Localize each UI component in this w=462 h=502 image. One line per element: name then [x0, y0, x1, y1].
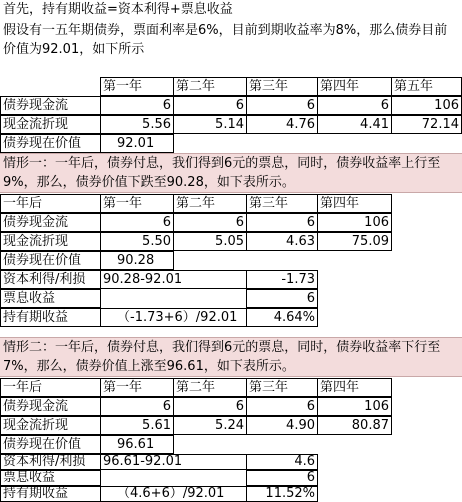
- intro-paragraph: 假设有一五年期债券，票面利率是6%，目前到期收益率为8%，那么债券目前价值为92.01，如下所示: [3, 23, 448, 57]
- hpr-formula: （4.6+6）/92.01: [100, 486, 247, 502]
- corner-label: 一年后: [0, 378, 101, 397]
- table-row: [0, 435, 462, 454]
- scenario1-header: 第一年: [100, 194, 174, 213]
- row-label: 债券现金流: [0, 213, 101, 232]
- table-cell: 92.01: [100, 134, 174, 153]
- table-row: [0, 416, 462, 435]
- table-cell: 106: [391, 96, 462, 115]
- table1-header: 第二年: [173, 77, 247, 96]
- corner-label: 一年后: [0, 194, 101, 213]
- coupon-value: 6: [246, 289, 318, 308]
- scenario1-header: 第四年: [317, 194, 392, 213]
- table-cell: 5.50: [100, 232, 174, 251]
- table-row: [0, 213, 462, 232]
- row-label: 债券现在价值: [0, 435, 101, 454]
- hpr-value: 11.52%: [246, 486, 318, 502]
- table-cell: 6: [173, 96, 247, 115]
- row-label: 现金流折现: [0, 416, 101, 435]
- table-row: [0, 397, 462, 416]
- table-cell: 6: [173, 397, 247, 416]
- capital-gain-formula: 96.61-92.01: [100, 454, 247, 470]
- capital-gain-value: 4.6: [246, 454, 318, 470]
- table1-header-row: [0, 77, 462, 96]
- table-cell: 72.14: [391, 115, 462, 134]
- table-cell: 90.28: [100, 251, 174, 270]
- scenario1-header: 第二年: [173, 194, 247, 213]
- table-row: [0, 96, 462, 115]
- intro-line: 首先，持有期收益=资本利得+票息收益: [3, 2, 233, 17]
- table-cell: 6: [100, 96, 174, 115]
- table-cell: 6: [100, 213, 174, 232]
- table-cell: 106: [317, 213, 392, 232]
- table-cell: 4.63: [246, 232, 318, 251]
- table-cell: 4.90: [246, 416, 318, 435]
- hpr-formula: （-1.73+6）/92.01: [100, 308, 247, 327]
- scenario2-header: 第一年: [100, 378, 174, 397]
- scenario2-header: 第三年: [246, 378, 318, 397]
- table-cell: 106: [317, 397, 392, 416]
- table-row: [0, 232, 462, 251]
- table-cell: 6: [246, 397, 318, 416]
- table1-header: 第五年: [391, 77, 462, 96]
- table-row: [0, 251, 462, 270]
- capital-gain-row: [0, 454, 462, 470]
- scenario1-header-row: [0, 194, 462, 213]
- coupon-label: 票息收益: [0, 470, 101, 486]
- coupon-label: 票息收益: [0, 289, 101, 308]
- table-cell: 6: [246, 213, 318, 232]
- capital-gain-label: 资本利得/利损: [0, 270, 101, 289]
- scenario2-header: 第四年: [317, 378, 392, 397]
- table-cell: 5.61: [100, 416, 174, 435]
- table-cell: 6: [317, 96, 392, 115]
- capital-gain-formula: 90.28-92.01: [100, 270, 247, 289]
- row-label: 债券现在价值: [0, 134, 101, 153]
- scenario2-header: 第二年: [173, 378, 247, 397]
- table-cell: 96.61: [100, 435, 174, 454]
- scenario1-text: 情形一：一年后，债券付息，我们得到6元的票息，同时，债券收益率上行至9%，那么，债券价值下跌至90.28，如下表所示。: [0, 153, 462, 193]
- row-label: 现金流折现: [0, 232, 101, 251]
- table-cell: 6: [246, 96, 318, 115]
- table-row: [0, 115, 462, 134]
- coupon-value: 6: [246, 470, 318, 486]
- scenario1-header: 第三年: [246, 194, 318, 213]
- table-cell: 5.56: [100, 115, 174, 134]
- table-cell: 6: [100, 397, 174, 416]
- capital-gain-row: [0, 270, 462, 289]
- table1-header: 第一年: [100, 77, 174, 96]
- row-label: 现金流折现: [0, 115, 101, 134]
- coupon-row: [0, 470, 462, 486]
- capital-gain-value: -1.73: [246, 270, 318, 289]
- scenario2-text: 情形二：一年后，债券付息，我们得到6元的票息，同时，债券收益率下行至7%，那么，债券价值上涨至96.61，如下表所示。: [0, 337, 462, 377]
- table-cell: 75.09: [317, 232, 392, 251]
- hpr-value: 4.64%: [246, 308, 318, 327]
- hpr-row: [0, 486, 462, 502]
- table-cell: 4.41: [317, 115, 392, 134]
- hpr-label: 持有期收益: [0, 308, 101, 327]
- row-label: 债券现金流: [0, 397, 101, 416]
- table1-header: 第三年: [246, 77, 318, 96]
- table-row: [0, 134, 462, 153]
- table-cell: 5.24: [173, 416, 247, 435]
- table-cell: 4.76: [246, 115, 318, 134]
- row-label: 债券现金流: [0, 96, 101, 115]
- table-cell: 5.05: [173, 232, 247, 251]
- table1-header: 第四年: [317, 77, 392, 96]
- scenario2-header-row: [0, 378, 462, 397]
- table-cell: 80.87: [317, 416, 392, 435]
- capital-gain-label: 资本利得/利损: [0, 454, 101, 470]
- row-label: 债券现在价值: [0, 251, 101, 270]
- hpr-label: 持有期收益: [0, 486, 101, 502]
- table-cell: 5.14: [173, 115, 247, 134]
- coupon-row: [0, 289, 462, 308]
- table-cell: 6: [173, 213, 247, 232]
- hpr-row: [0, 308, 462, 327]
